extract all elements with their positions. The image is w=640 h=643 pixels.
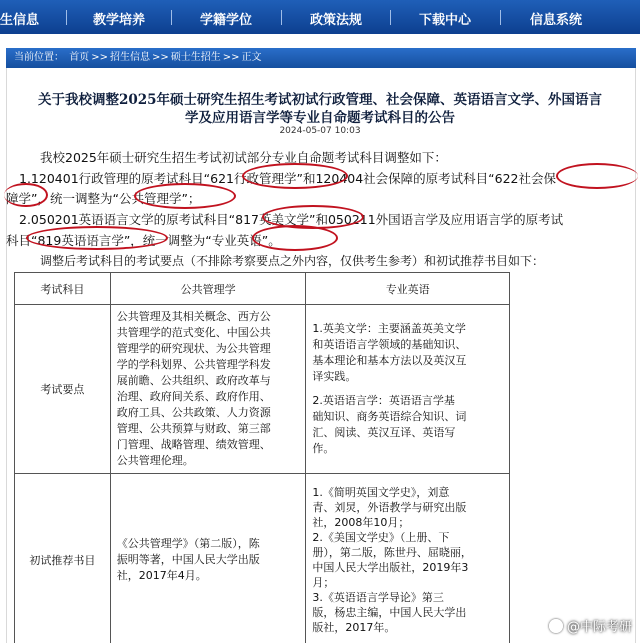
paragraph-1-line1: 1.120401行政管理的原考试科目“621行政管理学”和120404社会保障的原考试科目“622社会保 (19, 171, 557, 186)
nav-divider (66, 10, 67, 25)
page-title: 关于我校调整2025年硕士研究生招生考试初试行政管理、社会保障、英语语言文学、外国语言 (37, 92, 603, 108)
watermark (549, 616, 632, 635)
table-cell: 《公共管理学》（第二版），陈 振明等著，中国人民大学出版 社，2017年4月。 (110, 474, 306, 643)
nav-item-teaching[interactable]: 教学培养 (93, 13, 146, 28)
nav-item-degree[interactable]: 学籍学位 (200, 13, 253, 28)
watermark-logo-icon (549, 619, 563, 633)
paragraph-2-line1: 2.050201英语语言文学的原考试科目“817英美文学”和050211外国语言学及应用语言学的原考试 (19, 212, 564, 227)
annotation-circle (4, 183, 48, 207)
exam-subjects-table (14, 272, 510, 643)
table-row (15, 305, 510, 474)
nav-item-admissions[interactable]: 生信息 (0, 13, 40, 28)
nav-item-downloads[interactable]: 下载中心 (419, 13, 472, 28)
breadcrumb-separator: >> (91, 52, 108, 63)
watermark-text: @中际考研 (566, 620, 632, 635)
breadcrumb-prefix: 当前位置： (14, 52, 64, 63)
annotation-circle (26, 226, 168, 250)
nav-divider (171, 10, 172, 25)
nav-divider (500, 10, 501, 25)
table-cell: 1.英美文学：主要涵盖英美文学 和英语语言学领域的基础知识、 基本理论和基本方法以及英汉互 译实践。 2.英语语言学：英语语言学基 础知识、商务英语综合知识、词 汇、阅读、英汉互译、英语写 作。 (306, 305, 510, 474)
page-title-line2: 学及应用语言学等专业自命题考试科目的公告 (185, 110, 455, 126)
annotation-circle (556, 163, 638, 189)
breadcrumb-masters[interactable]: 硕士生招生 (170, 52, 221, 63)
header-public-management: 公共管理学 (110, 273, 306, 305)
nav-item-systems[interactable]: 信息系统 (530, 13, 583, 28)
table-cell: 1.《简明英国文学史》，刘意 青、刘炅，外语教学与研究出版 社，2008年10月； 2.《美国文学史》（上册、下 册），第二版，陈世丹、屈晓丽， 中国人民大学出版社，2019年3 月； 3.《英语语言学导论》第三 版，杨忠主编，中国人民大学出 版社，2017年。 (306, 474, 510, 643)
nav-divider (281, 10, 282, 25)
breadcrumb (6, 48, 636, 68)
nav-divider (390, 10, 391, 25)
row-label: 考试要点 (15, 305, 111, 474)
breadcrumb-current: 正文 (241, 52, 262, 63)
annotation-circle (134, 183, 236, 209)
intro-paragraph: 我校2025年硕士研究生招生考试初试部分专业自命题考试科目调整如下： (40, 150, 447, 165)
table-intro: 调整后考试科目的考试要点（不排除考察要点之外内容，仅供考生参考）和初试推荐书目如下： (40, 254, 545, 268)
annotation-circle (242, 163, 348, 189)
top-nav (0, 0, 640, 34)
breadcrumb-separator: >> (222, 52, 240, 63)
header-subject: 考试科目 (15, 273, 111, 305)
publish-date: 2024-05-07 10:03 (279, 126, 361, 136)
nav-item-policy[interactable]: 政策法规 (310, 13, 363, 28)
paragraph-1-line2: 障学”，统一调整为“公共管理学”； (6, 191, 201, 206)
header-professional-english: 专业英语 (306, 273, 510, 305)
row-label: 初试推荐书目 (15, 474, 111, 643)
breadcrumb-separator: >> (151, 52, 169, 63)
paragraph-2-line2: 科目“819英语语言学”，统一调整为“专业英语”。 (6, 233, 281, 248)
breadcrumb-home[interactable]: 首页 (69, 52, 90, 63)
breadcrumb-admissions[interactable]: 招生信息 (109, 52, 150, 63)
table-cell: 公共管理及其相关概念、西方公 共管理学的范式变化、中国公共 管理学的研究现状、为公共管理 学的学科划界、公共管理学科发 展前瞻、公共组织、政府改革与 治理、政府间关系、政府作用、 政府工具、公共政策、人力资源 管理、公共预算与财政、第三部 门管理、战略管理、绩效管理、 公共管理伦理。 (110, 305, 306, 474)
table-row (15, 474, 510, 643)
annotation-circle (252, 225, 338, 251)
